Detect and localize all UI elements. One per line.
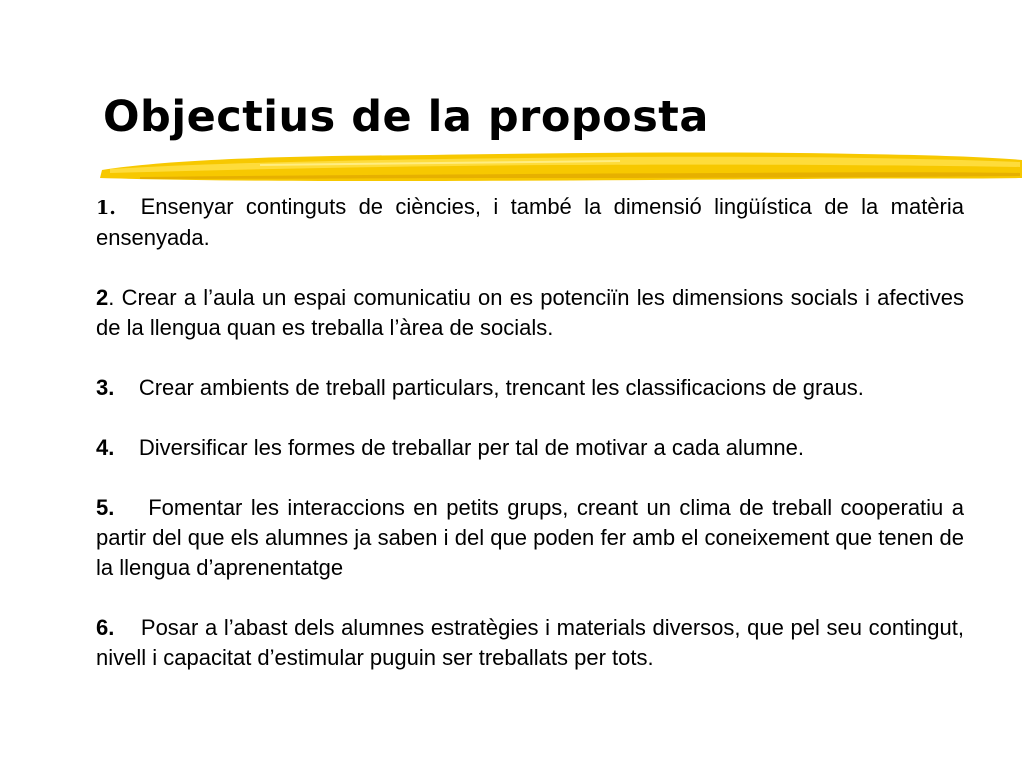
objective-text: Posar a l’abast dels alumnes estratègies i materials diversos, que pel seu contingut, nivell i capacitat d’estimular puguin ser treballats per tots. [96, 615, 964, 670]
objective-item-3 [96, 373, 964, 403]
objective-number: 1. [96, 197, 116, 219]
objective-text: Fomentar les interaccions en petits grups, creant un clima de treball cooperatiu a partir del que els alumnes ja saben i del que poden fer amb el coneixement que tenen de la llengua d’aprenentatge [96, 495, 964, 580]
objective-number: 3. [96, 375, 115, 400]
objective-item-2 [96, 283, 964, 343]
objective-text: . Crear a l’aula un espai comunicatiu on es potenciïn les dimensions socials i afectives de la llengua quan es treballa l’àrea de socials. [96, 285, 964, 340]
objectives-list [96, 192, 964, 703]
objective-item-6 [96, 613, 964, 673]
objective-number: 6. [96, 615, 115, 640]
objective-text: Crear ambients de treball particulars, trencant les classificacions de graus. [138, 375, 864, 400]
objective-number: 2 [96, 285, 109, 310]
objective-text: Ensenyar continguts de ciències, i també la dimensió lingüística de la matèria ensenyada. [96, 194, 964, 250]
objective-text: Diversificar les formes de treballar per tal de motivar a cada alumne. [138, 435, 804, 460]
slide-title: Objectius de la proposta [103, 92, 709, 142]
objective-number: 5. [96, 495, 115, 520]
title-brush-underline [100, 148, 1024, 188]
objective-item-5 [96, 493, 964, 583]
objective-item-1 [96, 192, 964, 253]
objective-item-4 [96, 433, 964, 463]
objective-number: 4. [96, 435, 115, 460]
